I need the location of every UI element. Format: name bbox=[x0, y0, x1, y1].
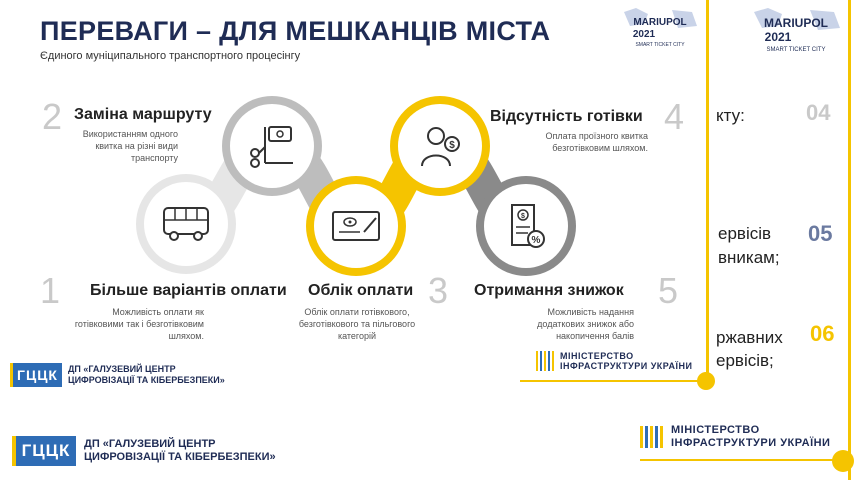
item-1-number: 1 bbox=[40, 270, 61, 311]
item-5-title: Отримання знижок bbox=[474, 282, 624, 299]
discount-receipt-icon-circle bbox=[484, 184, 568, 268]
back-fragment-4: ржавних bbox=[716, 328, 783, 347]
bus-icon bbox=[160, 204, 212, 244]
item-1-desc-line1: Можливість оплати як bbox=[112, 307, 204, 317]
gccyk-abbr-back: ГЦЦК bbox=[12, 436, 76, 466]
item-2-desc-line2: квитка на різні види bbox=[95, 141, 178, 151]
back-accent-line bbox=[848, 0, 851, 480]
back-logo-line3: SMART TICKET CITY bbox=[766, 47, 826, 53]
route-ticket-icon-circle bbox=[230, 104, 314, 188]
item-2-number: 2 bbox=[42, 96, 63, 137]
ministry-line1-back: МІНІСТЕРСТВО bbox=[671, 424, 760, 436]
item-5-desc bbox=[520, 306, 634, 342]
svg-text:$: $ bbox=[521, 213, 525, 220]
item-1-desc bbox=[60, 306, 204, 342]
item-4-number: 4 bbox=[664, 96, 685, 137]
check-payment-icon bbox=[330, 206, 382, 246]
ministry-logo bbox=[536, 351, 692, 372]
item-2-desc-line3: транспорту bbox=[130, 153, 178, 163]
route-ticket-icon bbox=[247, 123, 297, 169]
ministry-line2: ІНФРАСТРУКТУРИ УКРАЇНИ bbox=[560, 361, 693, 372]
gccyk-abbr: ГЦЦК bbox=[10, 363, 62, 387]
back-fragment-2: ервісів bbox=[718, 224, 772, 243]
item-5-desc-line2: додаткових знижок або bbox=[537, 319, 634, 329]
bus-icon-circle bbox=[144, 182, 228, 266]
gccyk-line2-back: ЦИФРОВІЗАЦІЇ ТА КІБЕРБЕЗПЕКИ» bbox=[84, 451, 276, 463]
ministry-line2-back: ІНФРАСТРУКТУРИ УКРАЇНИ bbox=[671, 436, 831, 449]
item-3-title: Облік оплати bbox=[308, 282, 414, 299]
logo-line1: MARIUPOL bbox=[633, 17, 687, 28]
person-cash-icon bbox=[416, 122, 464, 170]
svg-text:%: % bbox=[531, 235, 541, 246]
ministry-flag-icon bbox=[640, 426, 663, 448]
gccyk-line2: ЦИФРОВІЗАЦІЇ ТА КІБЕРБЕЗПЕКИ» bbox=[68, 375, 225, 385]
gccyk-logo-back bbox=[12, 436, 276, 466]
ministry-flag-icon-front bbox=[536, 351, 554, 371]
back-fragment-3: вникам; bbox=[718, 248, 780, 267]
mariupol-logo-back bbox=[748, 6, 844, 54]
person-cash-icon-circle bbox=[398, 104, 482, 188]
item-3-desc bbox=[296, 306, 418, 342]
item-2-title: Заміна маршруту bbox=[74, 106, 212, 123]
back-number-06: 06 bbox=[810, 321, 835, 346]
item-4-desc-line1: Оплата проїзного квитка bbox=[545, 131, 648, 141]
item-4-desc-line2: безготівковим шляхом. bbox=[552, 143, 648, 153]
item-4-title: Відсутність готівки bbox=[490, 108, 643, 125]
back-number-04: 04 bbox=[806, 100, 831, 125]
back-fragment-5: ервісів; bbox=[716, 351, 774, 370]
logo-line2: 2021 bbox=[632, 29, 656, 40]
page-subtitle: Єдиного муніципального транспортного процесінгу bbox=[40, 50, 301, 62]
item-5-desc-line3: накопичення балів bbox=[556, 331, 634, 341]
back-logo-line2: 2021 bbox=[764, 30, 792, 44]
check-payment-icon-circle bbox=[314, 184, 398, 268]
logo-line3: SMART TICKET CITY bbox=[635, 42, 685, 48]
back-logo-line1: MARIUPOL bbox=[764, 16, 828, 30]
item-1-desc-line3: шляхом. bbox=[168, 331, 204, 341]
item-3-desc-line2: безготівкового та пільгового bbox=[298, 319, 416, 329]
item-5-desc-line1: Можливість надання bbox=[547, 307, 634, 317]
svg-text:$: $ bbox=[449, 140, 455, 151]
ministry-line1: МІНІСТЕРСТВО bbox=[560, 351, 634, 361]
ministry-logo-back bbox=[640, 424, 830, 449]
item-2-desc-line1: Використанням одного bbox=[82, 129, 178, 139]
item-1-desc-line2: готівковими так і безготівковим bbox=[74, 319, 204, 329]
back-fragment-1: кту: bbox=[716, 106, 745, 125]
gccyk-line1: ДП «ГАЛУЗЕВИЙ ЦЕНТР bbox=[68, 364, 176, 375]
item-2-desc bbox=[74, 128, 178, 164]
back-accent-dot bbox=[832, 450, 854, 472]
discount-receipt-icon bbox=[504, 201, 548, 251]
back-ministry-underline bbox=[640, 459, 850, 461]
ministry-underline bbox=[520, 380, 700, 382]
item-3-desc-line1: Облік оплати готівкового, bbox=[304, 307, 410, 317]
item-5-number: 5 bbox=[658, 270, 679, 311]
item-3-desc-line3: категорій bbox=[337, 331, 377, 341]
page-title: ПЕРЕВАГИ – ДЛЯ МЕШКАНЦІВ МІСТА bbox=[40, 16, 551, 46]
gccyk-line1-back: ДП «ГАЛУЗЕВИЙ ЦЕНТР bbox=[84, 437, 216, 450]
item-1-title: Більше варіантів оплати bbox=[90, 282, 287, 299]
item-4-desc bbox=[500, 130, 648, 154]
gccyk-logo bbox=[10, 363, 225, 387]
back-number-05: 05 bbox=[808, 221, 833, 246]
item-3-number: 3 bbox=[428, 270, 449, 311]
